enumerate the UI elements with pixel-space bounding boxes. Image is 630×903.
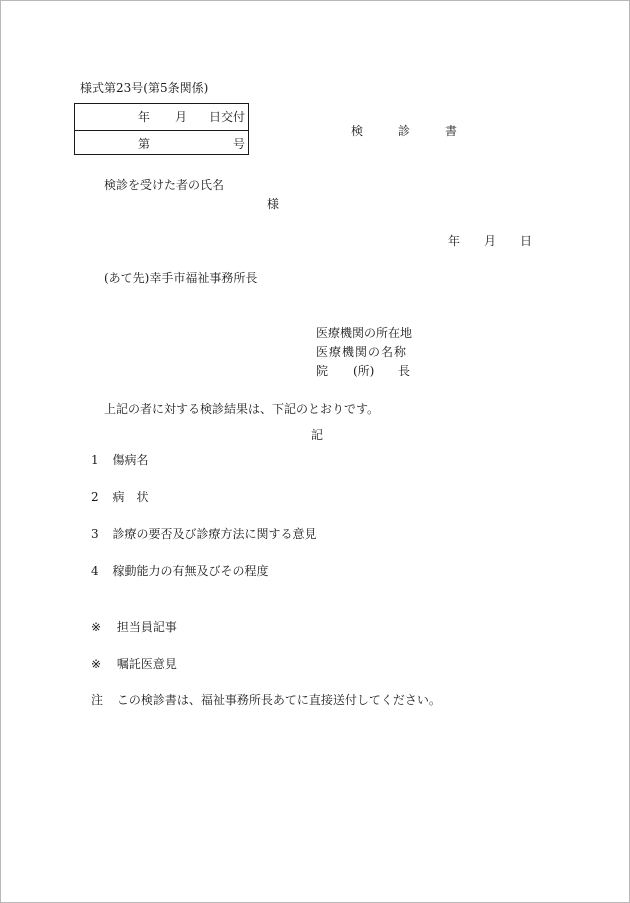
institution-name-label: 医療機関の名称 — [316, 345, 408, 359]
director-part-3: 長 — [398, 364, 411, 378]
footnote — [91, 693, 441, 707]
record-label: 記 — [311, 428, 324, 442]
issue-number-row — [75, 130, 248, 157]
number-prefix-label: 第 — [138, 137, 151, 151]
item-label: 稼動能力の有無及びその程度 — [112, 564, 269, 578]
footnote-mark: 注 — [91, 693, 104, 707]
document-title — [351, 124, 471, 138]
form-number-label: 様式第23号(第5条関係) — [80, 81, 209, 95]
item-2 — [91, 490, 148, 504]
number-suffix-label: 号 — [233, 137, 246, 151]
item-1 — [91, 453, 148, 467]
director-part-2: (所) — [353, 364, 375, 378]
item-label: 診療の要否及び診療方法に関する意見 — [112, 527, 317, 541]
note-doctor-opinion — [91, 657, 177, 671]
honorific-label: 様 — [267, 197, 280, 211]
institution-address-label: 医療機関の所在地 — [316, 326, 413, 340]
issue-day-label: 日交付 — [209, 110, 246, 124]
director-part-1: 院 — [316, 364, 329, 378]
issue-year-label: 年 — [138, 110, 151, 124]
note-label: 担当員記事 — [116, 620, 177, 634]
item-4 — [91, 564, 268, 578]
item-label: 傷病名 — [112, 453, 149, 467]
note-mark: ※ — [91, 620, 102, 634]
title-char-3: 書 — [445, 124, 458, 138]
date-day-label: 日 — [520, 234, 533, 248]
note-staff-record — [91, 620, 177, 634]
issue-date-row — [75, 104, 248, 130]
title-char-1: 検 — [351, 124, 364, 138]
footnote-text: この検診書は、福祉事務所長あてに直接送付してください。 — [116, 693, 441, 707]
date-year-label: 年 — [448, 234, 461, 248]
director-label — [316, 364, 416, 378]
issue-month-label: 月 — [175, 110, 188, 124]
addressee-label: (あて先)幸手市福祉事務所長 — [104, 271, 258, 285]
item-number: 2 — [91, 490, 99, 504]
item-number: 4 — [91, 564, 99, 578]
note-label: 嘱託医意見 — [116, 657, 177, 671]
date-month-label: 月 — [484, 234, 497, 248]
note-mark: ※ — [91, 657, 102, 671]
item-number: 1 — [91, 453, 99, 467]
title-char-2: 診 — [398, 124, 411, 138]
item-number: 3 — [91, 527, 99, 541]
date-line — [448, 234, 548, 248]
item-label: 病 状 — [112, 490, 149, 504]
item-3 — [91, 527, 316, 541]
patient-name-label: 検診を受けた者の氏名 — [104, 178, 225, 192]
intro-text: 上記の者に対する検診結果は、下記のとおりです。 — [104, 402, 380, 416]
issue-info-box — [74, 103, 249, 155]
